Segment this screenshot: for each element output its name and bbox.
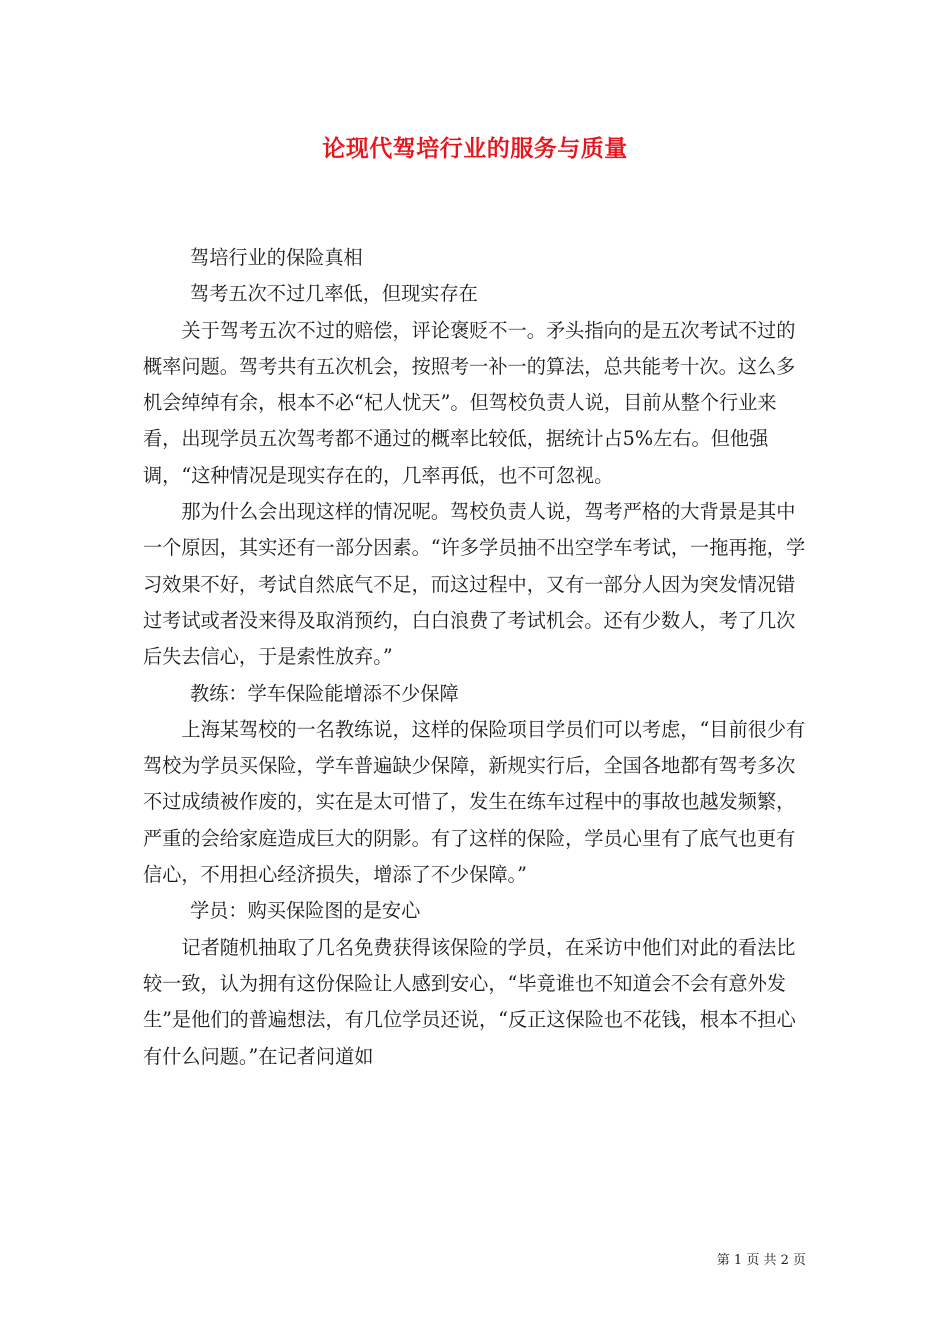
subsection-heading: 教练：学车保险能增添不少保障 bbox=[190, 681, 459, 705]
section-heading: 驾培行业的保险真相 bbox=[190, 246, 363, 269]
subsection-heading: 学员：购买保险图的是安心 bbox=[190, 899, 421, 923]
document-body bbox=[143, 240, 807, 1075]
document-title: 论现代驾培行业的服务与质量 bbox=[322, 135, 628, 162]
body-paragraph: 记者随机抽取了几名免费获得该保险的学员，在采访中他们对此的看法比较一致，认为拥有这份保险让人感到安心，“毕竟谁也不知道会不会有意外发生”是他们的普遍想法，有几位学员还说，“反正这保险也不花钱，根本不担心有什么问题。”在记者问道如 bbox=[143, 935, 796, 1068]
body-paragraph: 关于驾考五次不过的赔偿，评论褒贬不一。矛头指向的是五次考试不过的概率问题。驾考共有五次机会，按照考一补一的算法，总共能考十次。这么多机会绰绰有余，根本不必“杞人忧天”。但驾校负责人说，目前从整个行业来看，出现学员五次驾考都不通过的概率比较低，据统计占5%左右。但他强调，“这种情况是现实存在的，几率再低，也不可忽视。 bbox=[143, 318, 796, 487]
page-number-footer: 第 1 页 共 2 页 bbox=[716, 1253, 806, 1268]
body-paragraph: 那为什么会出现这样的情况呢。驾校负责人说，驾考严格的大背景是其中一个原因，其实还有一部分因素。“许多学员抽不出空学车考试，一拖再拖，学习效果不好，考试自然底气不足，而这过程中，又有一部分人因为突发情况错过考试或者没来得及取消预约，白白浪费了考试机会。还有少数人，考了几次后失去信心，于是索性放弃。” bbox=[143, 500, 806, 669]
subsection-heading: 驾考五次不过几率低，但现实存在 bbox=[190, 282, 478, 306]
body-paragraph: 上海某驾校的一名教练说，这样的保险项目学员们可以考虑，“目前很少有驾校为学员买保险，学车普遍缺少保障，新规实行后，全国各地都有驾考多次不过成绩被作废的，实在是太可惜了，发生在练车过程中的事故也越发频繁，严重的会给家庭造成巨大的阴影。有了这样的保险，学员心里有了底气也更有信心，不用担心经济损失，增添了不少保障。” bbox=[143, 717, 806, 887]
